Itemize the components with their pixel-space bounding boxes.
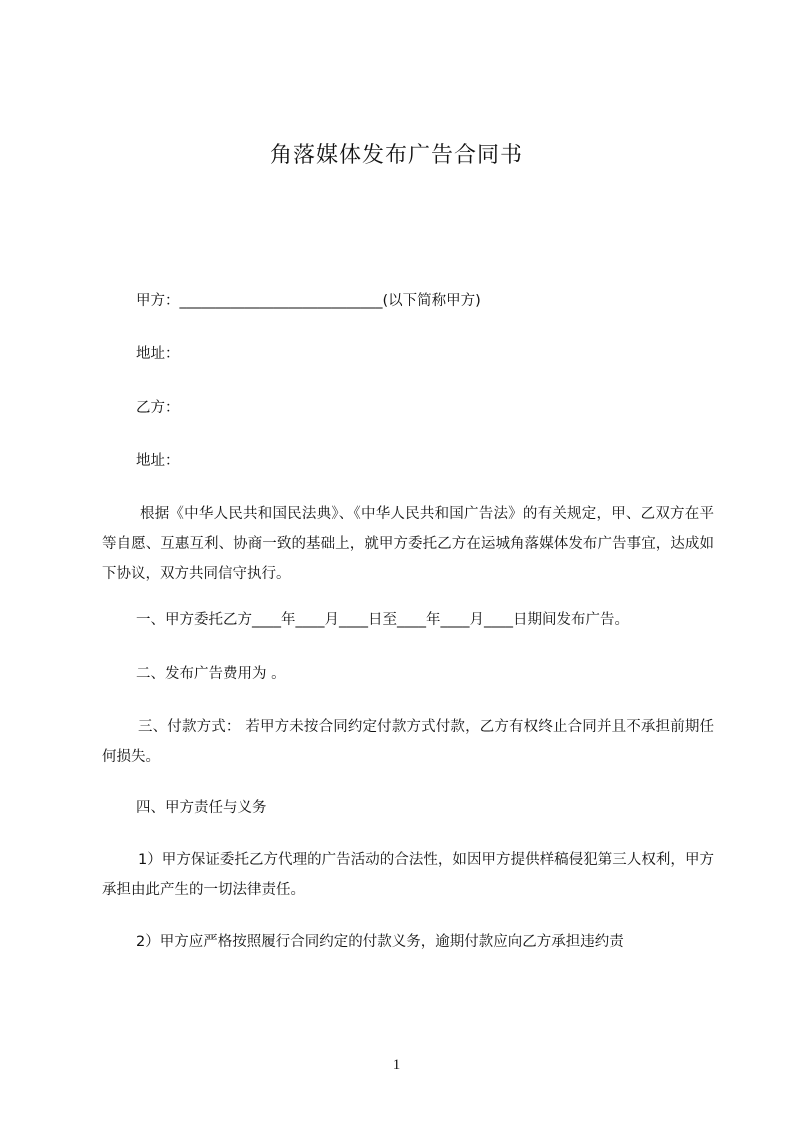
document-title: 角落媒体发布广告合同书 (269, 143, 523, 168)
clause-4-heading: 四、甲方责任与义务 (136, 800, 267, 816)
clause-2: 二、发布广告费用为 。 (136, 666, 286, 682)
party-a-blank: ____________________________ (179, 293, 383, 309)
party-b-label: 乙方： (136, 400, 180, 416)
address-b-label: 地址： (136, 453, 180, 469)
clause-4-item-2: 2）甲方应严格按照履行合同约定的付款义务，逾期付款应向乙方承担违约责 (136, 934, 624, 950)
party-a-note: (以下简称甲方) (382, 293, 481, 309)
party-a-line (136, 290, 481, 312)
party-a-label: 甲方： (136, 293, 180, 309)
page-number: 1 (392, 1057, 401, 1073)
clause-1: 一、甲方委托乙方____年____月____日至____年____月____日期间发布广告。 (136, 612, 629, 628)
intro-paragraph: 根据《中华人民共和国民法典》、《中华人民共和国广告法》的有关规定，甲、乙双方在平等自愿、互惠互利、协商一致的基础上，就甲方委托乙方在运城角落媒体发布广告事宜，达成如下协议，双方共同信守执行。 (102, 506, 714, 582)
address-a-label: 地址： (136, 346, 180, 362)
clause-3: 三、付款方式： 若甲方未按合同约定付款方式付款，乙方有权终止合同并且不承担前期任何损失。 (102, 719, 714, 765)
clause-4-item-1: 1）甲方保证委托乙方代理的广告活动的合法性，如因甲方提供样稿侵犯第三人权利，甲方承担由此产生的一切法律责任。 (102, 852, 714, 898)
